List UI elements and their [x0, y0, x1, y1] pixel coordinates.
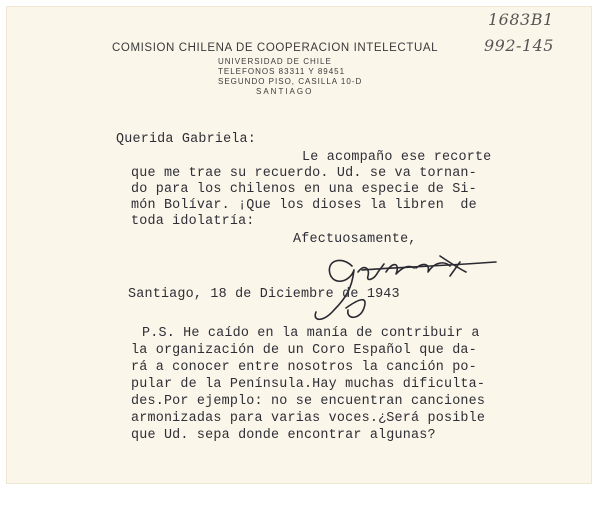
- body-line: que me trae su recuerdo. Ud. se va tornan-: [131, 166, 477, 181]
- postscript-line: des.Por ejemplo: no se encuentran canciones: [131, 394, 486, 409]
- archive-code-2: 992-145: [484, 36, 554, 55]
- body-line: toda idolatría:: [131, 214, 255, 229]
- postscript-line: armonizadas para varias voces.¿Será posible: [131, 411, 486, 426]
- postscript-line: P.S. He caído en la manía de contribuir a: [142, 326, 480, 341]
- postscript-line: rá a conocer entre nosotros la canción po-: [131, 360, 477, 375]
- archive-code-1: 1683B1: [488, 10, 554, 29]
- letterhead-city: SANTIAGO: [256, 87, 314, 96]
- body-line: món Bolívar. ¡Que los dioses la libren de: [131, 198, 477, 213]
- letterhead: [112, 42, 438, 54]
- signature: [290, 238, 520, 333]
- postscript-line: la organización de un Coro Español que da-: [131, 343, 477, 358]
- letterhead-address: SEGUNDO PISO, CASILLA 10-D: [218, 77, 363, 86]
- letterhead-organization: COMISION CHILENA DE COOPERACION INTELECTUAL: [112, 42, 439, 54]
- postscript-line: pular de la Península.Hay muchas dificulta-: [131, 377, 486, 392]
- postscript-line: que Ud. sepa donde encontrar algunas?: [131, 428, 436, 443]
- salutation: Querida Gabriela:: [116, 132, 257, 147]
- body-line: Le acompaño ese recorte: [302, 150, 492, 165]
- letterhead-phones: TELEFONOS 83311 Y 89451: [218, 67, 346, 76]
- place-date: Santiago, 18 de Diciembre de 1943: [128, 287, 400, 302]
- letterhead-university: UNIVERSIDAD DE CHILE: [218, 57, 332, 66]
- closing: Afectuosamente,: [293, 232, 417, 247]
- body-line: do para los chilenos en una especie de Si-: [131, 182, 477, 197]
